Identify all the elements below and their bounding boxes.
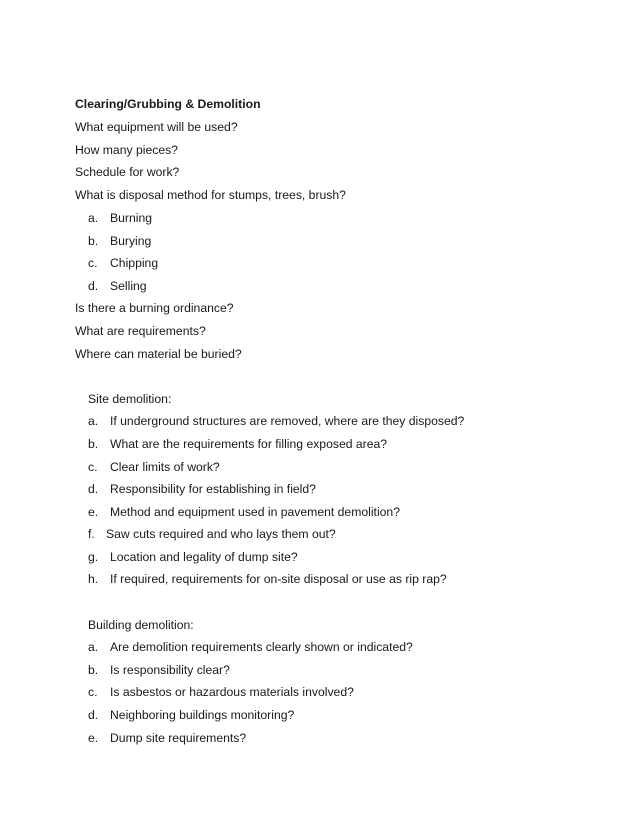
list-item: Saw cuts required and who lays them out? — [106, 527, 336, 541]
list-item: Is asbestos or hazardous materials involved? — [110, 685, 354, 699]
list-item: Location and legality of dump site? — [110, 550, 298, 564]
list-marker: a. — [88, 211, 99, 225]
list-item: Neighboring buildings monitoring? — [110, 708, 295, 722]
list-marker: g. — [88, 550, 99, 564]
question-line: How many pieces? — [75, 143, 178, 157]
list-item: Are demolition requirements clearly shown or indicated? — [110, 640, 413, 654]
section-heading-building-demolition: Building demolition: — [88, 618, 194, 632]
list-item: What are the requirements for filling exposed area? — [110, 437, 388, 451]
list-item: If underground structures are removed, where are they disposed? — [110, 414, 465, 428]
list-item: Selling — [110, 279, 147, 293]
list-marker: b. — [88, 437, 99, 451]
list-item: Burning — [110, 211, 153, 225]
list-item: If required, requirements for on-site disposal or use as rip rap? — [110, 572, 447, 586]
list-marker: h. — [88, 572, 99, 586]
list-marker: e. — [88, 731, 99, 745]
question-line: Is there a burning ordinance? — [75, 301, 234, 315]
list-item: Chipping — [110, 256, 159, 270]
list-marker: d. — [88, 708, 99, 722]
list-item: Burying — [110, 234, 152, 248]
list-marker: f. — [88, 527, 95, 541]
list-marker: c. — [88, 460, 98, 474]
list-item: Method and equipment used in pavement demolition? — [110, 505, 400, 519]
list-marker: a. — [88, 640, 99, 654]
question-line: Where can material be buried? — [75, 347, 242, 361]
list-marker: a. — [88, 414, 99, 428]
question-line: What is disposal method for stumps, trees, brush? — [75, 188, 346, 202]
section-heading-site-demolition: Site demolition: — [88, 392, 172, 406]
list-item: Clear limits of work? — [110, 460, 220, 474]
document-title: Clearing/Grubbing & Demolition — [75, 97, 261, 111]
list-marker: b. — [88, 234, 99, 248]
list-marker: b. — [88, 663, 99, 677]
question-line: What are requirements? — [75, 324, 206, 338]
list-item: Dump site requirements? — [110, 731, 247, 745]
list-marker: c. — [88, 256, 98, 270]
question-line: What equipment will be used? — [75, 120, 238, 134]
list-item: Responsibility for establishing in field? — [110, 482, 316, 496]
question-line: Schedule for work? — [75, 165, 180, 179]
list-marker: c. — [88, 685, 98, 699]
list-marker: d. — [88, 482, 99, 496]
list-marker: e. — [88, 505, 99, 519]
list-marker: d. — [88, 279, 99, 293]
list-item: Is responsibility clear? — [110, 663, 230, 677]
